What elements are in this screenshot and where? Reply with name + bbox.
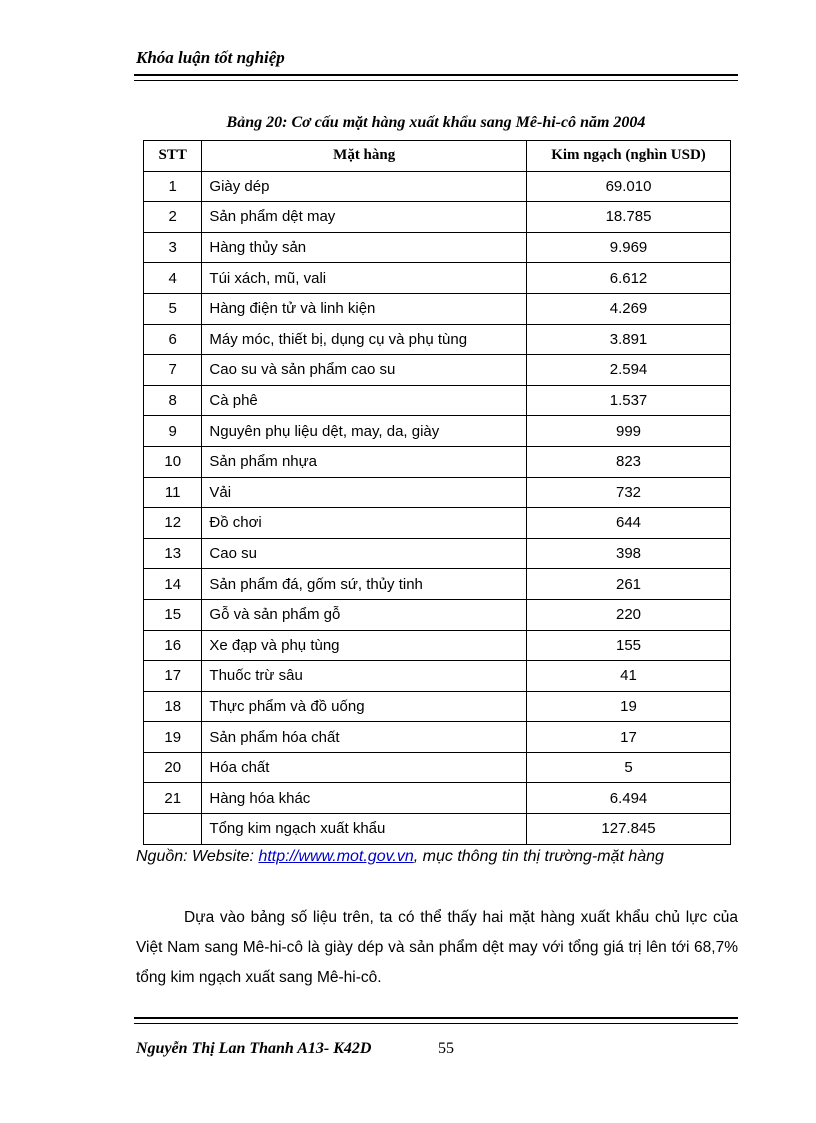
table-row: [144, 722, 731, 753]
table-header-row: [144, 141, 731, 172]
table-row: [144, 263, 731, 294]
table-row: [144, 569, 731, 600]
table-row: [144, 293, 731, 324]
table-body: [144, 171, 731, 844]
table-row: [144, 477, 731, 508]
row-item-cell: Cà phê: [202, 385, 527, 416]
row-value-cell: 155: [527, 630, 731, 661]
row-item-cell: Hóa chất: [202, 752, 527, 783]
row-stt-cell: 1: [144, 171, 202, 202]
row-stt-cell: 17: [144, 661, 202, 692]
table-total-row: [144, 814, 731, 845]
table-row: [144, 661, 731, 692]
row-stt-cell: 6: [144, 324, 202, 355]
body-paragraph: Dựa vào bảng số liệu trên, ta có thể thấy hai mặt hàng xuất khẩu chủ lực của Việt Nam sang Mê-hi-cô là giày dép và sản phẩm dệt may với tổng giá trị lên tới 68,7% tổng kim ngạch xuất sang Mê-hi-cô.: [136, 909, 738, 986]
row-value-cell: 18.785: [527, 202, 731, 233]
row-item-cell: Sản phẩm dệt may: [202, 202, 527, 233]
column-header-value: Kim ngạch (nghìn USD): [527, 141, 731, 172]
table-row: [144, 508, 731, 539]
table-row: [144, 324, 731, 355]
table-row: [144, 538, 731, 569]
row-item-cell: Giày dép: [202, 171, 527, 202]
table-row: [144, 171, 731, 202]
row-value-cell: 6.612: [527, 263, 731, 294]
row-item-cell: Vải: [202, 477, 527, 508]
row-item-cell: Sản phẩm đá, gốm sứ, thủy tinh: [202, 569, 527, 600]
row-item-cell: Cao su: [202, 538, 527, 569]
source-prefix: Nguồn: Website:: [136, 848, 259, 865]
table-row: [144, 385, 731, 416]
row-value-cell: 9.969: [527, 232, 731, 263]
row-stt-cell: 16: [144, 630, 202, 661]
table-row: [144, 355, 731, 386]
row-item-cell: Sản phẩm nhựa: [202, 446, 527, 477]
table-row: [144, 416, 731, 447]
column-header-stt: STT: [144, 141, 202, 172]
row-item-cell: Cao su và sản phẩm cao su: [202, 355, 527, 386]
row-value-cell: 41: [527, 661, 731, 692]
row-value-cell: 3.891: [527, 324, 731, 355]
table-row: [144, 599, 731, 630]
row-value-cell: 17: [527, 722, 731, 753]
row-item-cell: Sản phẩm hóa chất: [202, 722, 527, 753]
row-value-cell: 999: [527, 416, 731, 447]
header-divider: [134, 74, 738, 81]
source-suffix: , mục thông tin thị trường-mặt hàng: [413, 848, 664, 865]
row-item-cell: Túi xách, mũ, vali: [202, 263, 527, 294]
row-stt-cell: 14: [144, 569, 202, 600]
row-item-cell: Hàng thủy sản: [202, 232, 527, 263]
table-row: [144, 630, 731, 661]
row-stt-cell: 13: [144, 538, 202, 569]
row-stt-cell: 2: [144, 202, 202, 233]
row-value-cell: 823: [527, 446, 731, 477]
row-stt-cell: 12: [144, 508, 202, 539]
row-stt-cell: 9: [144, 416, 202, 447]
row-item-cell: Nguyên phụ liệu dệt, may, da, giày: [202, 416, 527, 447]
row-item-cell: Máy móc, thiết bị, dụng cụ và phụ tùng: [202, 324, 527, 355]
row-item-cell: Hàng hóa khác: [202, 783, 527, 814]
row-stt-cell: 15: [144, 599, 202, 630]
column-header-item: Mặt hàng: [202, 141, 527, 172]
row-value-cell: 644: [527, 508, 731, 539]
row-stt-cell: 7: [144, 355, 202, 386]
row-value-cell: 261: [527, 569, 731, 600]
row-item-cell: Thực phẩm và đồ uống: [202, 691, 527, 722]
document-header-title: Khóa luận tốt nghiệp: [136, 48, 285, 67]
row-item-cell: Gỗ và sản phẩm gỗ: [202, 599, 527, 630]
row-stt-cell: 18: [144, 691, 202, 722]
row-value-cell: 1.537: [527, 385, 731, 416]
row-value-cell: 2.594: [527, 355, 731, 386]
row-stt-cell: 20: [144, 752, 202, 783]
total-value-cell: 127.845: [527, 814, 731, 845]
row-value-cell: 732: [527, 477, 731, 508]
row-item-cell: Xe đạp và phụ tùng: [202, 630, 527, 661]
row-value-cell: 4.269: [527, 293, 731, 324]
row-stt-cell: 19: [144, 722, 202, 753]
table-row: [144, 232, 731, 263]
row-stt-cell: 5: [144, 293, 202, 324]
source-link[interactable]: http://www.mot.gov.vn: [258, 848, 414, 865]
page-number: 55: [438, 1040, 454, 1057]
row-item-cell: Đồ chơi: [202, 508, 527, 539]
row-value-cell: 5: [527, 752, 731, 783]
export-structure-table: [143, 140, 731, 845]
row-stt-cell: 4: [144, 263, 202, 294]
table-row: [144, 691, 731, 722]
row-value-cell: 69.010: [527, 171, 731, 202]
total-label-cell: Tổng kim ngạch xuất khẩu: [202, 814, 527, 845]
total-stt-cell: [144, 814, 202, 845]
row-stt-cell: 8: [144, 385, 202, 416]
table-row: [144, 783, 731, 814]
footer-divider: [134, 1017, 738, 1024]
row-stt-cell: 21: [144, 783, 202, 814]
row-value-cell: 19: [527, 691, 731, 722]
row-value-cell: 220: [527, 599, 731, 630]
row-value-cell: 6.494: [527, 783, 731, 814]
row-stt-cell: 3: [144, 232, 202, 263]
table-row: [144, 446, 731, 477]
source-note: [136, 848, 664, 866]
table-caption: Bảng 20: Cơ cấu mặt hàng xuất khẩu sang Mê-hi-cô năm 2004: [226, 114, 646, 131]
table-row: [144, 752, 731, 783]
row-item-cell: Hàng điện tử và linh kiện: [202, 293, 527, 324]
table-row: [144, 202, 731, 233]
row-item-cell: Thuốc trừ sâu: [202, 661, 527, 692]
row-stt-cell: 11: [144, 477, 202, 508]
row-stt-cell: 10: [144, 446, 202, 477]
footer-author: Nguyễn Thị Lan Thanh A13- K42D: [136, 1040, 372, 1057]
row-value-cell: 398: [527, 538, 731, 569]
